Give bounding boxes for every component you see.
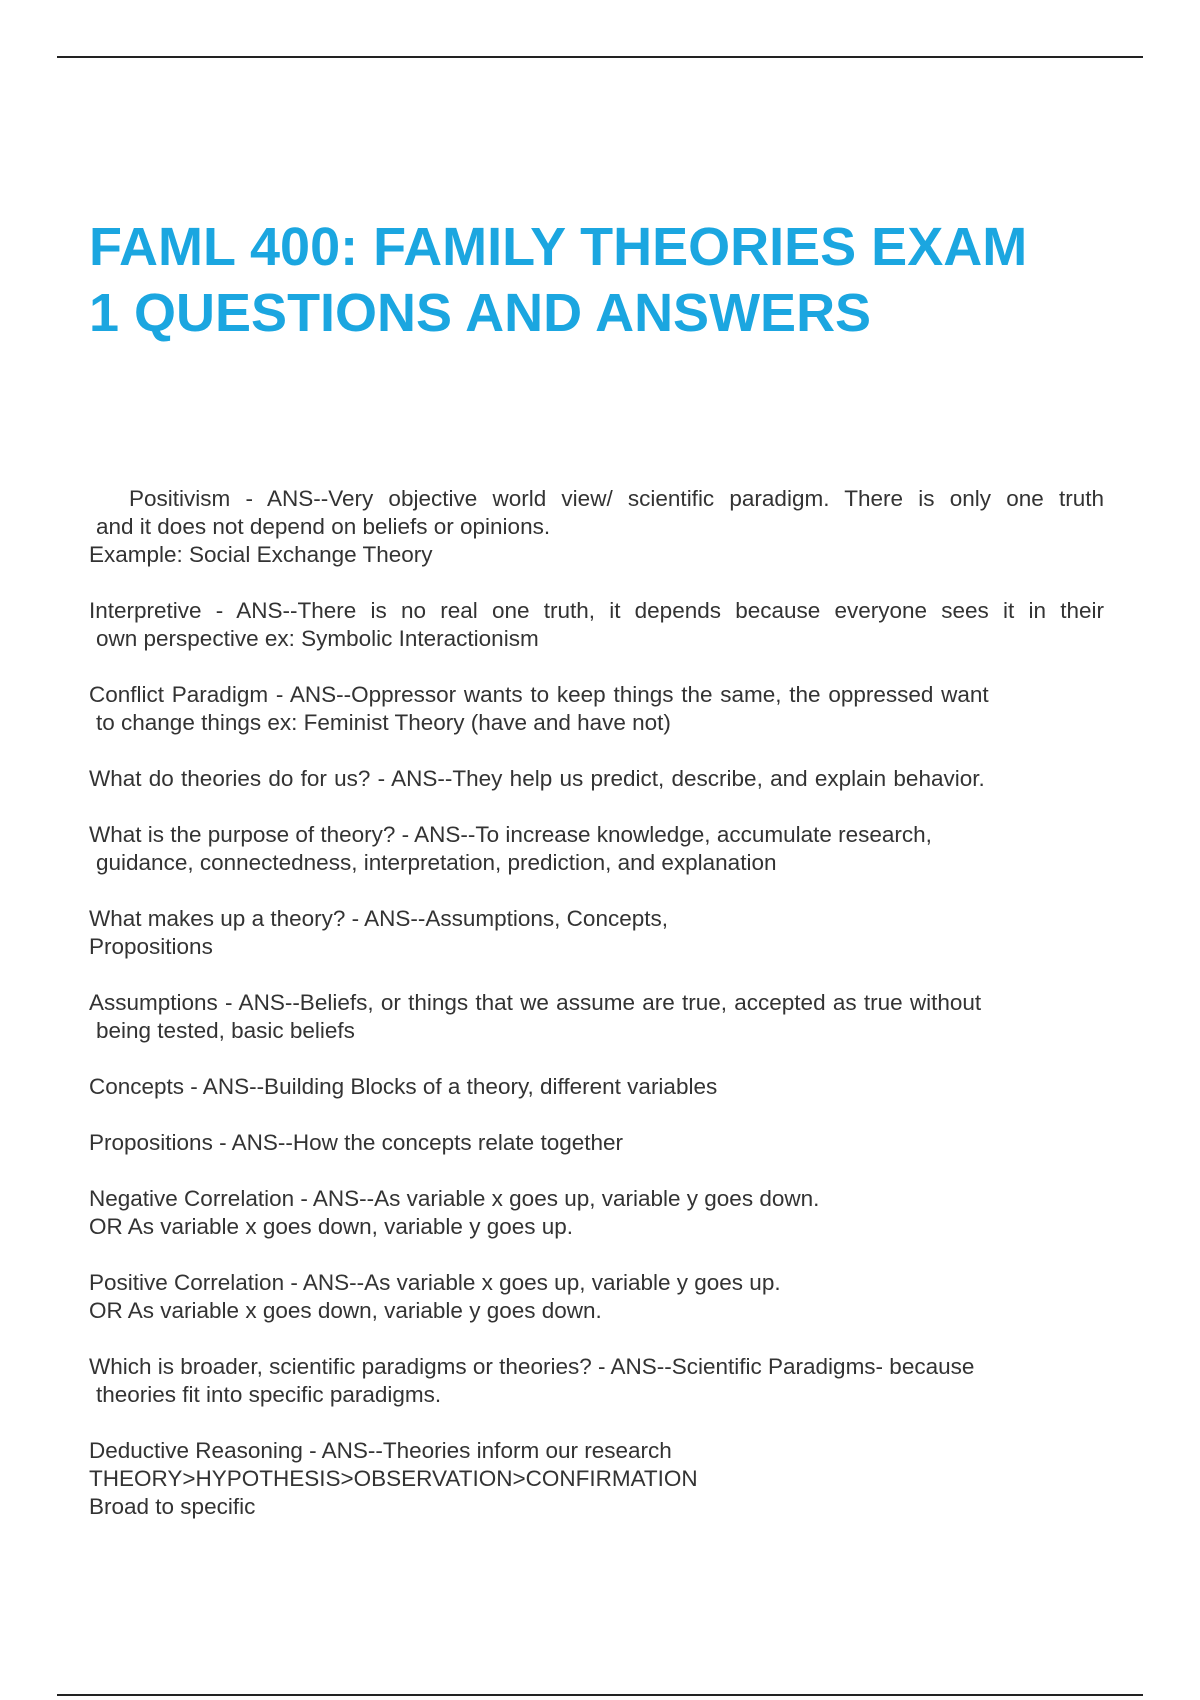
entry-line: theories fit into specific paradigms. [96,1382,442,1407]
qa-entry-deductive-reasoning [89,1437,1104,1521]
entry-line: Assumptions - ANS--Beliefs, or things that we assume are true, accepted as true without [89,990,982,1015]
qa-entry-positive-correlation [89,1269,1104,1325]
entry-line: Conflict Paradigm - ANS--Oppressor wants to keep things the same, the oppressed want [89,682,989,707]
entry-line: to change things ex: Feminist Theory (have and have not) [96,710,671,735]
qa-entry-conflict-paradigm [89,681,1104,737]
qa-entry-assumptions [89,989,1104,1045]
title-line-1: FAML 400: FAMILY THEORIES EXAM [89,217,1028,277]
qa-entry-broader-paradigms [89,1353,1104,1409]
qa-entry-what-theories-do [89,765,1104,793]
entry-line: Interpretive - ANS--There is no real one truth, it depends because everyone sees it in their [89,598,1104,623]
entry-line: Positivism - ANS--Very objective world view/ scientific paradigm. There is only one truth [129,486,1104,511]
qa-entry-concepts [89,1073,1104,1101]
entry-line: being tested, basic beliefs [96,1018,355,1043]
entry-line: guidance, connectedness, interpretation, prediction, and explanation [96,850,777,875]
title-line-2: 1 QUESTIONS AND ANSWERS [89,283,872,343]
qa-entry-positivism [89,485,1104,569]
entry-line: Example: Social Exchange Theory [89,542,433,567]
entry-line: Which is broader, scientific paradigms or theories? - ANS--Scientific Paradigms- because [89,1354,975,1379]
entry-line: Concepts - ANS--Building Blocks of a theory, different variables [89,1074,718,1099]
entry-line: and it does not depend on beliefs or opinions. [96,514,551,539]
document-title [89,214,1139,346]
entry-line: own perspective ex: Symbolic Interactionism [96,626,539,651]
qa-entry-interpretive [89,597,1104,653]
entry-line: Negative Correlation - ANS--As variable x goes up, variable y goes down. [89,1186,820,1211]
entry-line: OR As variable x goes down, variable y goes up. [89,1214,574,1239]
qa-entry-purpose-of-theory [89,821,1104,877]
footer-rule [57,1694,1143,1696]
qa-entry-propositions [89,1129,1104,1157]
entry-line: What do theories do for us? - ANS--They help us predict, describe, and explain behavior. [89,766,985,791]
entry-line: THEORY>HYPOTHESIS>OBSERVATION>CONFIRMATION [89,1466,698,1491]
entry-line: Deductive Reasoning - ANS--Theories inform our research [89,1438,672,1463]
entry-line: What makes up a theory? - ANS--Assumptions, Concepts, [89,906,668,931]
qa-entry-what-makes-theory [89,905,1104,961]
entry-line: Broad to specific [89,1494,256,1519]
qa-entry-negative-correlation [89,1185,1104,1241]
qa-list [89,485,1104,1549]
entry-line: Propositions - ANS--How the concepts relate together [89,1130,624,1155]
entry-line: Positive Correlation - ANS--As variable x goes up, variable y goes up. [89,1270,781,1295]
entry-line: OR As variable x goes down, variable y goes down. [89,1298,602,1323]
entry-line: What is the purpose of theory? - ANS--To increase knowledge, accumulate research, [89,822,932,847]
header-rule [57,56,1143,58]
entry-line: Propositions [89,934,213,959]
